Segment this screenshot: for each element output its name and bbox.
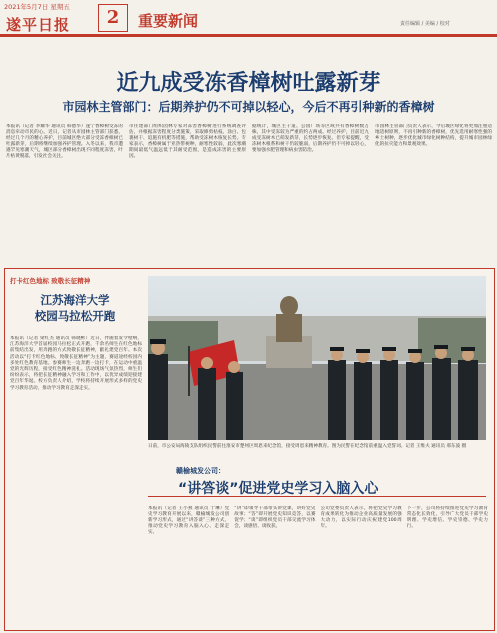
- lead-headline: 近九成受冻香樟树吐露新芽: [116, 71, 381, 96]
- lead-article-body: [6, 124, 492, 262]
- subarticle-column: 下一步，公司将持续推进党史学习教育常态化长效化，引导广大党员干部学史明理、学史增信、学史崇德、学史力行。: [406, 506, 488, 530]
- subarticle-column: 公司党委负责人表示，将把党史学习教育成果转化为推动企业高质量发展的强大动力，以实际行动庆祝建党100周年。: [320, 506, 402, 530]
- lead-column: 市园林主管部门负责人表示，今后城区绿化将更加注重适地适树原则，不再引种新的香樟树，优先选用耐寒性强的乡土树种，逐步优化城市绿化树种结构，提升城市园林绿化的抗灾能力和景观效果。: [375, 124, 492, 148]
- editor-credits: 责任编辑 / 美编 / 校对: [400, 21, 450, 27]
- header-divider: [0, 34, 497, 37]
- feature-body: 本报讯（记者 梁红杰 通讯员 韩晓彬）近日，伴随着发令枪响，江苏海洋大学首届校园马拉松正式开跑，千余名师生在红色地标前集结出发，用奔跑的方式致敬长征精神，献礼建党百年。本次活动以“打卡红色地标、致敬长征精神”为主题，赛道途经校园内多处红色教育基地。参赛师生一边奔跑一边打卡，在运动中重温党的光辉历程，接受红色精神洗礼。活动现场气氛热烈，师生们纷纷表示，将把长征精神融入学习和工作中，以优异成绩迎接建党百年华诞。校方负责人介绍，学校将持续开展形式多样的党史学习教育活动，推动学习教育走深走实。: [10, 336, 142, 391]
- subarticle-column: “讲”即领导干部带头讲党课，讲好党史故事；“答”即开展党史知识竞答，以赛促学；“谈”即组织党员干部交流学习体会，谈感悟、谈收获。: [234, 506, 316, 530]
- feature-title-line2: 校园马拉松开跑: [34, 309, 116, 323]
- subarticle-title: “讲答谈”促进党史学习入脑入心: [178, 481, 379, 497]
- lead-subhead: 市园林主管部门：后期养护仍不可掉以轻心，今后不再引种新的香樟树: [62, 100, 435, 114]
- newspaper-logo: 遂平日报: [6, 16, 71, 34]
- feature-kicker: 打卡红色地标 致敬长征精神: [10, 277, 91, 285]
- subarticle-kicker: 赣榆城发公司：: [176, 467, 225, 475]
- feature-title-line1: 江苏海洋大学: [40, 293, 110, 307]
- section-title: 重要新闻: [138, 12, 199, 30]
- subarticle-body: [148, 506, 488, 631]
- photo-caption: 日前，市公安局海陵支队组织民警前往淮安市楚州区周恩来纪念馆，接受周恩来精神教育。图为民警在纪念馆前重温入党誓词。记者 王维夫 通讯员 邢东波 摄: [148, 444, 467, 449]
- page-number: 2: [98, 4, 128, 32]
- lead-column: 据统计，城区主干道、公园广场等区域共有香樟树数万株，其中受冻较为严重的约占两成。经过养护，目前近九成受冻树木已萌发新芽，长势逐步恢复。但专家提醒，受冻树木根系和树干仍较脆弱，后期养护仍不可掉以轻心，要加强水肥管理和病虫害防治。: [252, 124, 369, 154]
- lead-column: 市住建部门组织园林专家对冻害香樟树进行系统调查评估，并根据冻害程度分类施策，采取修剪枯枝、涂白、包裹树干、追施有机肥等措施，帮助受冻树木恢复长势。专家表示，香樟树属于亚热带树种，耐寒性较弱，此次寒潮期间最低气温远低于其耐受范围，是造成冻害的主要原因。: [129, 124, 246, 160]
- news-photo: [148, 276, 486, 440]
- issue-date: 2021年5月7日 星期五: [4, 3, 70, 11]
- lead-column: 本报讯（记者 李耀华 通讯员 韩德华）遂宁香樟树受冻的消息牵动市民的心。近日，记者从市园林主管部门获悉，经过几个月的精心养护，目前城区绝大部分受冻香樟树已吐露新芽，后期将继续加强养护管理。入冬以来，我市遭遇罕见寒潮天气，城区部分香樟树出现不同程度冻害，叶片枯黄脱落，引发社会关注。: [6, 124, 123, 160]
- subarticle-column: 本报讯（记者 王小燕 通讯员 于琳）党史学习教育开展以来，赣榆城发公司创新学习形式，通过“讲答谈”三种方式，推动党史学习教育入脑入心、走深走实。: [148, 506, 230, 536]
